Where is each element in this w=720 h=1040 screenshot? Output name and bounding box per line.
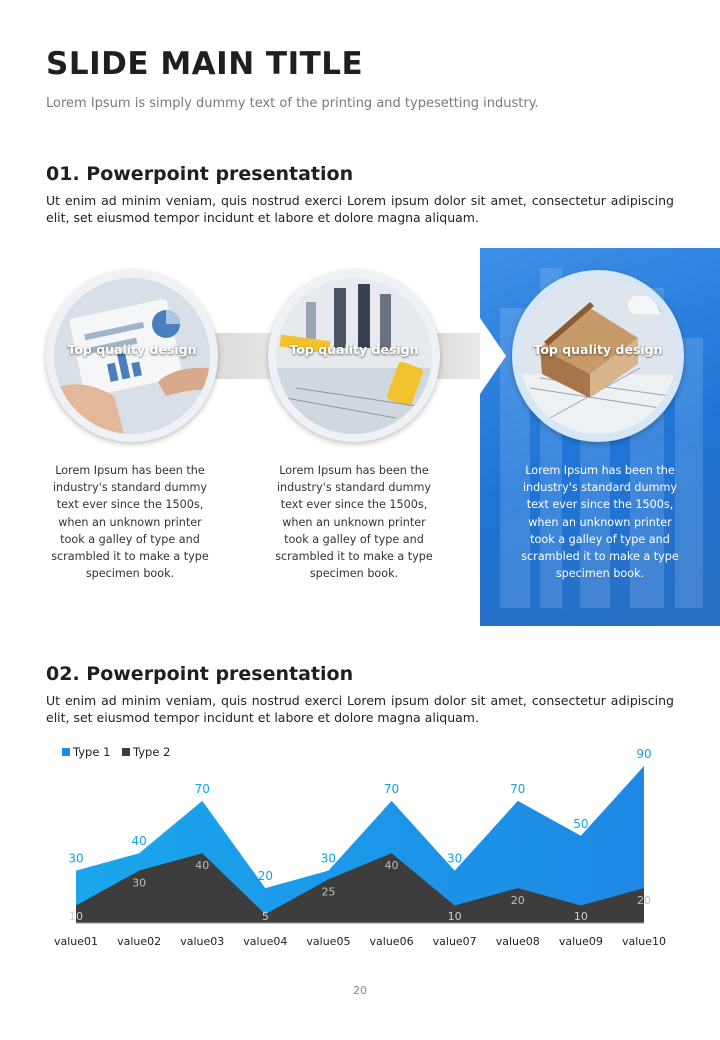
slide-subtitle: Lorem Ipsum is simply dummy text of the printing and typesetting industry. [46,96,539,111]
feature-text-2: Lorem Ipsum has been the industry's standard dummy text ever since the 1500s, when an unknown printer took a galley of type and scrambled it to make a type specimen book. [275,464,433,581]
x-tick-label: value05 [306,935,351,948]
section2-body: Ut enim ad minim veniam, quis nostrud exerci Lorem ipsum dolor sit amet, consectetur adipiscing elit, set eiusmod tempor incidunt et labore et dolore magna aliquam. [46,693,674,725]
data-label-type1: 50 [573,816,589,831]
area-chart [40,740,680,955]
x-tick-label: value03 [180,935,225,948]
feature-label: Top quality design [533,342,663,357]
data-label-type2: 30 [132,876,147,890]
data-label-type1: 20 [257,869,273,884]
x-tick-label: value02 [117,935,162,948]
x-tick-label: value07 [432,935,477,948]
feature-text-1: Lorem Ipsum has been the industry's standard dummy text ever since the 1500s, when an unknown printer took a galley of type and scrambled it to make a type specimen book. [51,464,209,581]
x-tick-label: value01 [53,935,99,948]
data-label-type1: 30 [68,851,84,866]
data-label-type2: 10 [69,910,83,923]
x-tick-label: value06 [369,935,414,948]
legend-swatch-type1 [62,748,70,756]
x-tick-label: value10 [621,935,667,948]
data-label-type1: 40 [131,834,147,849]
data-label-type1: 30 [447,851,463,866]
data-label-type1: 70 [510,781,526,796]
feature-label: Top quality design [67,342,197,357]
arrow-notch [480,318,506,394]
data-label-type2: 10 [573,910,588,923]
feature-text-3: Lorem Ipsum has been the industry's standard dummy text ever since the 1500s, when an unknown printer took a galley of type and scrambled it to make a type specimen book. [521,464,679,581]
data-label-type2: 40 [384,859,399,873]
data-label-type2: 10 [447,910,462,923]
data-label-type2: 20 [510,894,525,908]
page-number: 20 [353,984,367,997]
legend-label-type2: Type 2 [133,745,171,759]
data-label-type2: 5 [261,910,269,923]
legend-label-type1: Type 1 [73,745,111,759]
x-tick-label: value04 [243,935,288,948]
feature-circle-3 [512,270,684,442]
section1-title: 01. Powerpoint presentation [46,163,354,185]
data-label-type1: 30 [320,851,337,866]
data-label-type1: 70 [194,781,210,796]
data-label-type2: 25 [321,885,336,899]
data-label-type1: 70 [383,781,400,796]
data-label-type2: 40 [195,859,210,873]
slide-title: SLIDE MAIN TITLE [46,46,364,82]
legend-swatch-type2 [122,748,130,756]
data-label-type1: 90 [636,747,652,761]
feature-circle-1 [46,270,218,442]
feature-label: Top quality design [289,342,419,357]
x-tick-label: value08 [495,935,540,948]
data-label-type2: 20 [637,894,651,908]
section1-body: Ut enim ad minim veniam, quis nostrud exerci Lorem ipsum dolor sit amet, consectetur adipiscing elit, set eiusmod tempor incidunt et labore et dolore magna aliquam. [46,193,674,225]
x-tick-label: value09 [558,935,603,948]
feature-circle-2 [268,270,440,442]
section2-title: 02. Powerpoint presentation [46,663,354,685]
